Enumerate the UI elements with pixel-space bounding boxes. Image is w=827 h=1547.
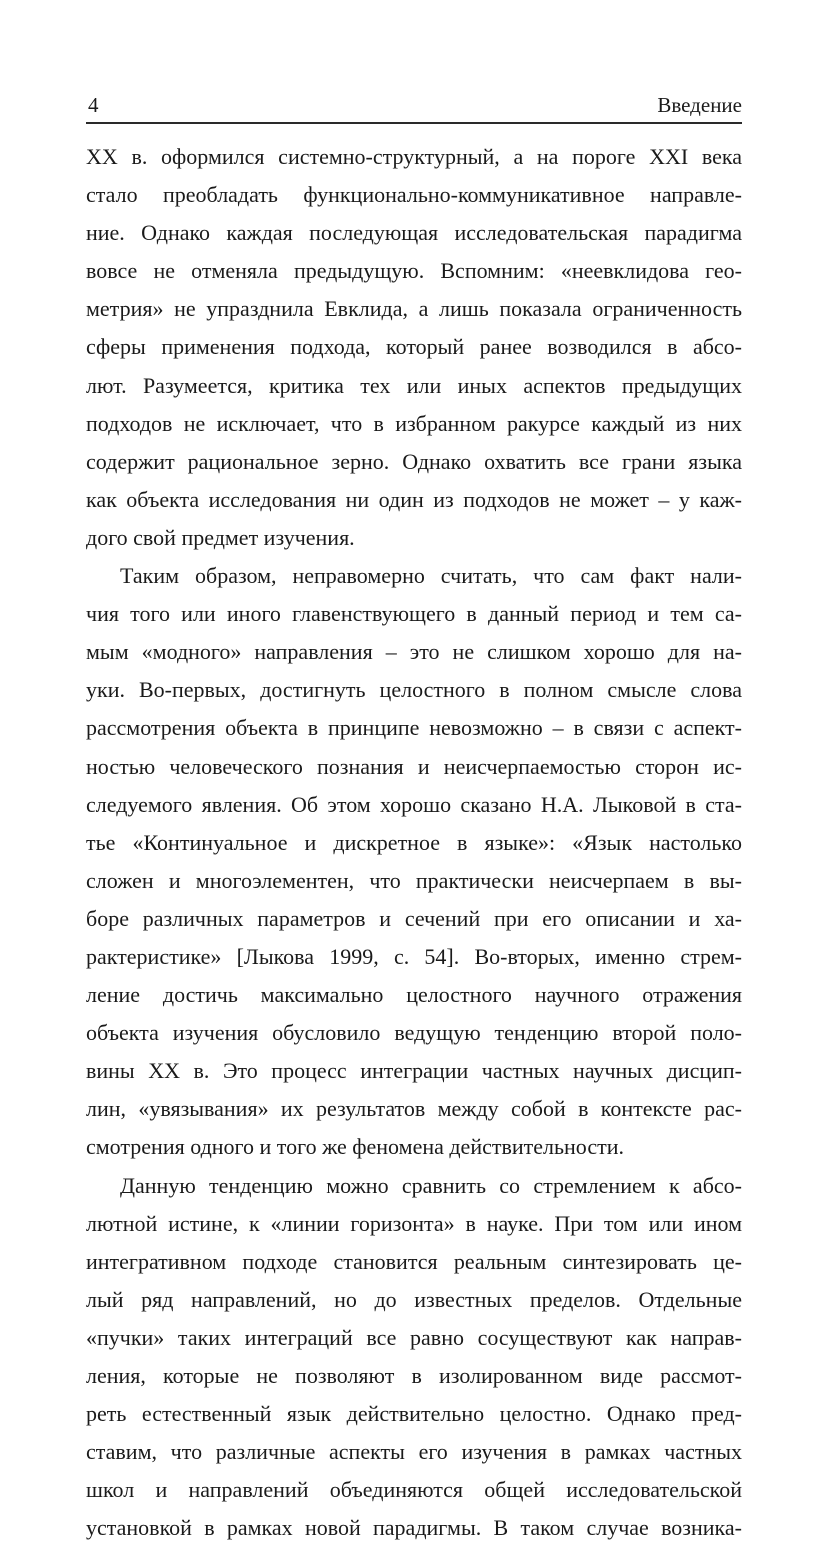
text-line: Таким образом, неправомерно считать, что сам факт нали-	[120, 563, 742, 589]
text-line: лют. Разумеется, критика тех или иных аспектов предыдущих	[86, 372, 742, 398]
text-line: следуемого явления. Об этом хорошо сказано Н.А. Лыковой в ста-	[86, 791, 742, 817]
text-line: боре различных параметров и сечений при его описании и ха-	[86, 905, 742, 931]
text-line: чия того или иного главенствующего в данный период и тем са-	[86, 601, 742, 627]
text-line: установкой в рамках новой парадигмы. В таком случае возника-	[86, 1515, 742, 1541]
paragraph	[86, 138, 742, 557]
text-line: рактеристике» [Лыкова 1999, с. 54]. Во-вторых, именно стрем-	[86, 943, 742, 969]
text-line: интегративном подходе становится реальным синтезировать це-	[86, 1248, 742, 1274]
text-line: метрия» не упразднила Евклида, а лишь показала ограниченность	[86, 296, 742, 322]
text-line: ления, которые не позволяют в изолированном виде рассмот-	[86, 1363, 742, 1388]
text-line: рассмотрения объекта в принципе невозможно – в связи с аспект-	[86, 715, 742, 741]
text-line: вины XX в. Это процесс интеграции частных научных дисцип-	[86, 1058, 742, 1084]
text-line: лый ряд направлений, но до известных пределов. Отдельные	[86, 1286, 742, 1312]
text-line: Данную тенденцию можно сравнить со стремлением к абсо-	[120, 1172, 742, 1198]
page-header	[86, 92, 742, 124]
page-number: 4	[88, 93, 99, 117]
text-line: тье «Континуальное и дискретное в языке»: «Язык настолько	[86, 829, 742, 855]
text-line: «пучки» таких интеграций все равно сосуществуют как направ-	[86, 1324, 742, 1350]
text-line: сложен и многоэлементен, что практически неисчерпаем в вы-	[86, 867, 742, 893]
text-line: реть естественный язык действительно целостно. Однако пред-	[86, 1401, 742, 1427]
text-line: ние. Однако каждая последующая исследовательская парадигма	[86, 220, 742, 246]
text-line: содержит рациональное зерно. Однако охватить все грани языка	[86, 448, 742, 474]
text-line: лютной истине, к «линии горизонта» в науке. При том или ином	[86, 1210, 742, 1236]
paragraph	[86, 557, 742, 1167]
body-text	[86, 138, 742, 1547]
text-line: подходов не исключает, что в избранном ракурсе каждый из них	[86, 410, 742, 436]
text-line: смотрения одного и того же феномена действительности.	[86, 1134, 625, 1160]
running-head: Введение	[657, 93, 742, 117]
text-line: стало преобладать функционально-коммуникативное направле-	[86, 182, 742, 208]
text-line: сферы применения подхода, который ранее возводился в абсо-	[86, 334, 742, 360]
text-line: XX в. оформился системно-структурный, а на пороге XXI века	[86, 144, 742, 169]
text-line: ление достичь максимально целостного научного отражения	[86, 982, 742, 1008]
text-line: уки. Во-первых, достигнуть целостного в полном смысле слова	[86, 677, 742, 703]
text-line: дого свой предмет изучения.	[86, 524, 355, 550]
text-line: мым «модного» направления – это не слишком хорошо для на-	[86, 639, 742, 665]
text-line: как объекта исследования ни один из подходов не может – у каж-	[86, 486, 742, 512]
text-line: ностью человеческого познания и неисчерпаемостью сторон ис-	[86, 753, 742, 779]
text-line: школ и направлений объединяются общей исследовательской	[86, 1477, 742, 1503]
text-line: ставим, что различные аспекты его изучения в рамках частных	[86, 1439, 742, 1465]
text-line: объекта изучения обусловило ведущую тенденцию второй поло-	[86, 1020, 742, 1046]
text-line: лин, «увязывания» их результатов между собой в контексте рас-	[86, 1096, 742, 1122]
paragraph	[86, 1167, 742, 1547]
text-line: вовсе не отменяла предыдущую. Вспомним: «неевклидова гео-	[86, 258, 742, 284]
